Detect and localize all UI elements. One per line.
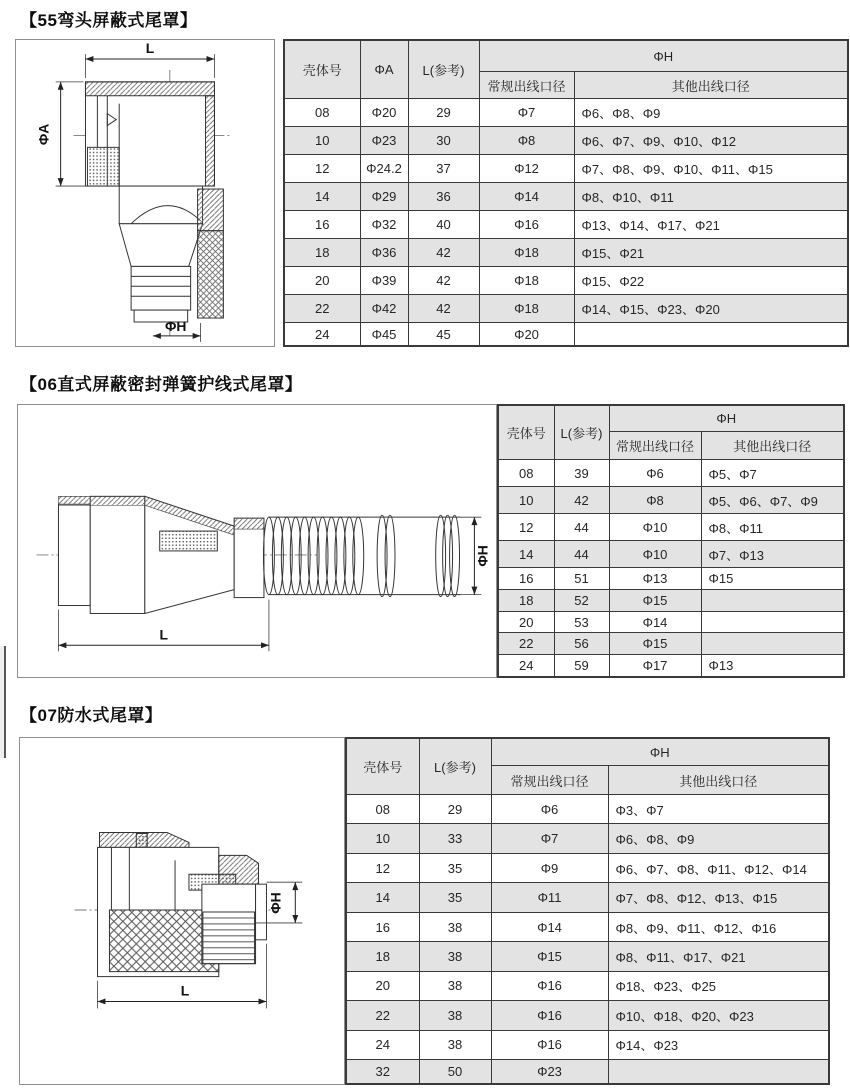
table-cell: 24 <box>284 323 360 346</box>
column-group-header: ΦH <box>609 405 844 432</box>
table-row <box>284 267 848 295</box>
table-row <box>284 323 848 346</box>
table-cell: 12 <box>498 514 554 541</box>
table-row <box>346 971 829 1000</box>
table-cell: Φ8、Φ9、Φ11、Φ12、Φ16 <box>608 912 829 941</box>
table-cell: Φ6、Φ8、Φ9 <box>608 824 829 853</box>
table-cell: Φ32 <box>360 211 408 239</box>
table-cell: Φ10、Φ18、Φ20、Φ23 <box>608 1001 829 1030</box>
table-cell: 24 <box>346 1030 419 1059</box>
table-row <box>346 883 829 912</box>
spec-table-07 <box>345 737 830 1085</box>
drawing-panel-55 <box>15 39 275 347</box>
table-cell: Φ39 <box>360 267 408 295</box>
table-cell: Φ6、Φ7、Φ8、Φ11、Φ12、Φ14 <box>608 853 829 882</box>
dimension-label-diameter-h: ΦH <box>267 892 284 914</box>
table-cell: Φ6 <box>609 460 701 487</box>
column-header: L(参考) <box>554 405 609 460</box>
table-cell: 08 <box>284 99 360 127</box>
table-cell: 45 <box>408 323 479 346</box>
column-header: 壳体号 <box>498 405 554 460</box>
table-cell: Φ45 <box>360 323 408 346</box>
table-row <box>498 568 844 590</box>
table-cell: 42 <box>408 267 479 295</box>
technical-drawing-elbow <box>16 40 274 346</box>
table-cell: Φ8、Φ11 <box>701 514 844 541</box>
table-cell: 56 <box>554 633 609 655</box>
table-cell: 32 <box>346 1060 419 1084</box>
column-header: L(参考) <box>419 738 491 795</box>
table-cell: Φ10 <box>609 541 701 568</box>
table-cell: 33 <box>419 824 491 853</box>
table-row <box>498 487 844 514</box>
table-cell: Φ5、Φ6、Φ7、Φ9 <box>701 487 844 514</box>
column-group-header: ΦH <box>479 40 848 72</box>
table-cell: 50 <box>419 1060 491 1084</box>
table-cell: Φ8 <box>609 487 701 514</box>
table-cell: Φ14、Φ15、Φ23、Φ20 <box>574 295 848 323</box>
table-cell: Φ18 <box>479 295 574 323</box>
table-cell <box>701 611 844 633</box>
table-cell: 18 <box>498 590 554 612</box>
section-title-06: 【06直式屏蔽密封弹簧护线式尾罩】 <box>20 375 303 394</box>
table-cell: Φ24.2 <box>360 155 408 183</box>
table-row <box>346 1030 829 1059</box>
table-cell: Φ10 <box>609 514 701 541</box>
table-cell: 24 <box>498 655 554 677</box>
table-cell: 29 <box>408 99 479 127</box>
column-subheader: 常规出线口径 <box>479 72 574 99</box>
table-cell: 22 <box>346 1001 419 1030</box>
column-subheader: 其他出线口径 <box>608 766 829 795</box>
table-cell <box>574 323 848 346</box>
dimension-label-length: L <box>159 626 168 643</box>
table-cell: 52 <box>554 590 609 612</box>
table-cell: Φ8、Φ10、Φ11 <box>574 183 848 211</box>
table-cell: 38 <box>419 971 491 1000</box>
column-subheader: 常规出线口径 <box>609 432 701 460</box>
table-cell: 59 <box>554 655 609 677</box>
table-cell: 16 <box>346 912 419 941</box>
table-cell: Φ12 <box>479 155 574 183</box>
table-cell: 30 <box>408 127 479 155</box>
table-cell: Φ18 <box>479 267 574 295</box>
table-row <box>346 912 829 941</box>
table-cell: 38 <box>419 942 491 971</box>
dimension-label-diameter-a: ΦA <box>35 123 52 146</box>
table-cell: Φ16 <box>491 971 608 1000</box>
table-cell: 14 <box>498 541 554 568</box>
table-cell: Φ6、Φ7、Φ9、Φ10、Φ12 <box>574 127 848 155</box>
table-row <box>284 99 848 127</box>
table-row <box>498 514 844 541</box>
table-cell: Φ20 <box>360 99 408 127</box>
technical-drawing-straight-spring <box>18 405 496 677</box>
column-subheader: 其他出线口径 <box>701 432 844 460</box>
table-cell: 20 <box>346 971 419 1000</box>
table-row <box>346 1001 829 1030</box>
table-row <box>498 541 844 568</box>
table-cell: 16 <box>498 568 554 590</box>
column-group-header: ΦH <box>491 738 829 766</box>
table-cell: Φ15、Φ22 <box>574 267 848 295</box>
table-cell <box>701 590 844 612</box>
table-cell: Φ42 <box>360 295 408 323</box>
table-row <box>284 127 848 155</box>
table-cell: Φ18、Φ23、Φ25 <box>608 971 829 1000</box>
table-cell: Φ3、Φ7 <box>608 795 829 824</box>
table-cell: Φ14、Φ23 <box>608 1030 829 1059</box>
table-row <box>346 942 829 971</box>
table-cell: Φ7、Φ8、Φ9、Φ10、Φ11、Φ15 <box>574 155 848 183</box>
spec-table-55 <box>283 39 849 347</box>
table-row <box>284 211 848 239</box>
table-cell: 12 <box>284 155 360 183</box>
table-cell: 51 <box>554 568 609 590</box>
table-cell: 36 <box>408 183 479 211</box>
table-row <box>498 655 844 677</box>
column-subheader: 常规出线口径 <box>491 766 608 795</box>
table-row <box>284 155 848 183</box>
dimension-label-length: L <box>180 982 190 999</box>
column-header: ΦA <box>360 40 408 99</box>
table-cell: Φ15、Φ21 <box>574 239 848 267</box>
table-row <box>284 183 848 211</box>
table-cell: Φ17 <box>609 655 701 677</box>
table-cell: Φ8、Φ11、Φ17、Φ21 <box>608 942 829 971</box>
table-cell: 16 <box>284 211 360 239</box>
table-cell: 08 <box>346 795 419 824</box>
table-cell: Φ29 <box>360 183 408 211</box>
table-row <box>346 795 829 824</box>
table-cell: Φ14 <box>479 183 574 211</box>
table-cell: Φ18 <box>479 239 574 267</box>
table-cell: 42 <box>408 239 479 267</box>
dimension-label-length: L <box>145 40 155 57</box>
table-cell: Φ7 <box>491 824 608 853</box>
table-row <box>498 633 844 655</box>
table-cell <box>608 1060 829 1084</box>
table-row <box>346 824 829 853</box>
spec-table-06 <box>497 404 845 678</box>
table-cell: Φ16 <box>491 1001 608 1030</box>
table-cell: 44 <box>554 541 609 568</box>
table-row <box>284 239 848 267</box>
table-cell: 22 <box>498 633 554 655</box>
table-cell: Φ14 <box>609 611 701 633</box>
table-cell: 20 <box>284 267 360 295</box>
table-cell: Φ23 <box>491 1060 608 1084</box>
table-cell <box>701 633 844 655</box>
column-header: 壳体号 <box>346 738 419 795</box>
table-cell: 10 <box>346 824 419 853</box>
table-cell: 37 <box>408 155 479 183</box>
table-cell: 10 <box>284 127 360 155</box>
table-cell: 39 <box>554 460 609 487</box>
column-subheader: 其他出线口径 <box>574 72 848 99</box>
section-title-07: 【07防水式尾罩】 <box>20 706 163 725</box>
table-cell: Φ13、Φ14、Φ17、Φ21 <box>574 211 848 239</box>
table-cell: Φ16 <box>479 211 574 239</box>
table-cell: Φ5、Φ7 <box>701 460 844 487</box>
table-cell: 14 <box>346 883 419 912</box>
table-cell: 29 <box>419 795 491 824</box>
table-cell: 10 <box>498 487 554 514</box>
table-row <box>346 853 829 882</box>
table-row <box>346 1060 829 1084</box>
table-cell: Φ7、Φ8、Φ12、Φ13、Φ15 <box>608 883 829 912</box>
table-row <box>498 460 844 487</box>
table-cell: 40 <box>408 211 479 239</box>
table-cell: Φ14 <box>491 912 608 941</box>
table-cell: 44 <box>554 514 609 541</box>
table-cell: 14 <box>284 183 360 211</box>
table-cell: Φ15 <box>609 590 701 612</box>
table-cell: 18 <box>346 942 419 971</box>
drawing-panel-07 <box>19 737 345 1085</box>
table-cell: 38 <box>419 1001 491 1030</box>
table-cell: 20 <box>498 611 554 633</box>
dimension-label-diameter-h: ΦH <box>165 317 187 334</box>
table-cell: Φ6、Φ8、Φ9 <box>574 99 848 127</box>
table-cell: Φ6 <box>491 795 608 824</box>
table-row <box>284 295 848 323</box>
technical-drawing-waterproof <box>20 738 344 1084</box>
table-cell: 08 <box>498 460 554 487</box>
table-cell: 42 <box>554 487 609 514</box>
table-cell: 18 <box>284 239 360 267</box>
column-header: 壳体号 <box>284 40 360 99</box>
table-cell: Φ15 <box>491 942 608 971</box>
section-title-55: 【55弯头屏蔽式尾罩】 <box>20 11 198 30</box>
table-cell: 38 <box>419 912 491 941</box>
column-header: L(参考) <box>408 40 479 99</box>
drawing-panel-06 <box>17 404 497 678</box>
dimension-label-diameter-h: ΦH <box>474 545 491 567</box>
table-cell: 35 <box>419 883 491 912</box>
table-cell: Φ7、Φ13 <box>701 541 844 568</box>
table-cell: 22 <box>284 295 360 323</box>
table-cell: 38 <box>419 1030 491 1059</box>
table-cell: Φ9 <box>491 853 608 882</box>
table-cell: Φ7 <box>479 99 574 127</box>
table-cell: 42 <box>408 295 479 323</box>
table-cell: Φ13 <box>701 655 844 677</box>
page-edge-tab <box>0 646 6 758</box>
table-cell: 12 <box>346 853 419 882</box>
table-cell: 35 <box>419 853 491 882</box>
table-cell: Φ20 <box>479 323 574 346</box>
table-cell: Φ11 <box>491 883 608 912</box>
table-cell: Φ36 <box>360 239 408 267</box>
table-row <box>498 611 844 633</box>
table-cell: Φ15 <box>609 633 701 655</box>
table-cell: Φ13 <box>609 568 701 590</box>
table-cell: Φ15 <box>701 568 844 590</box>
table-cell: Φ16 <box>491 1030 608 1059</box>
table-cell: 53 <box>554 611 609 633</box>
table-cell: Φ8 <box>479 127 574 155</box>
table-cell: Φ23 <box>360 127 408 155</box>
table-row <box>498 590 844 612</box>
